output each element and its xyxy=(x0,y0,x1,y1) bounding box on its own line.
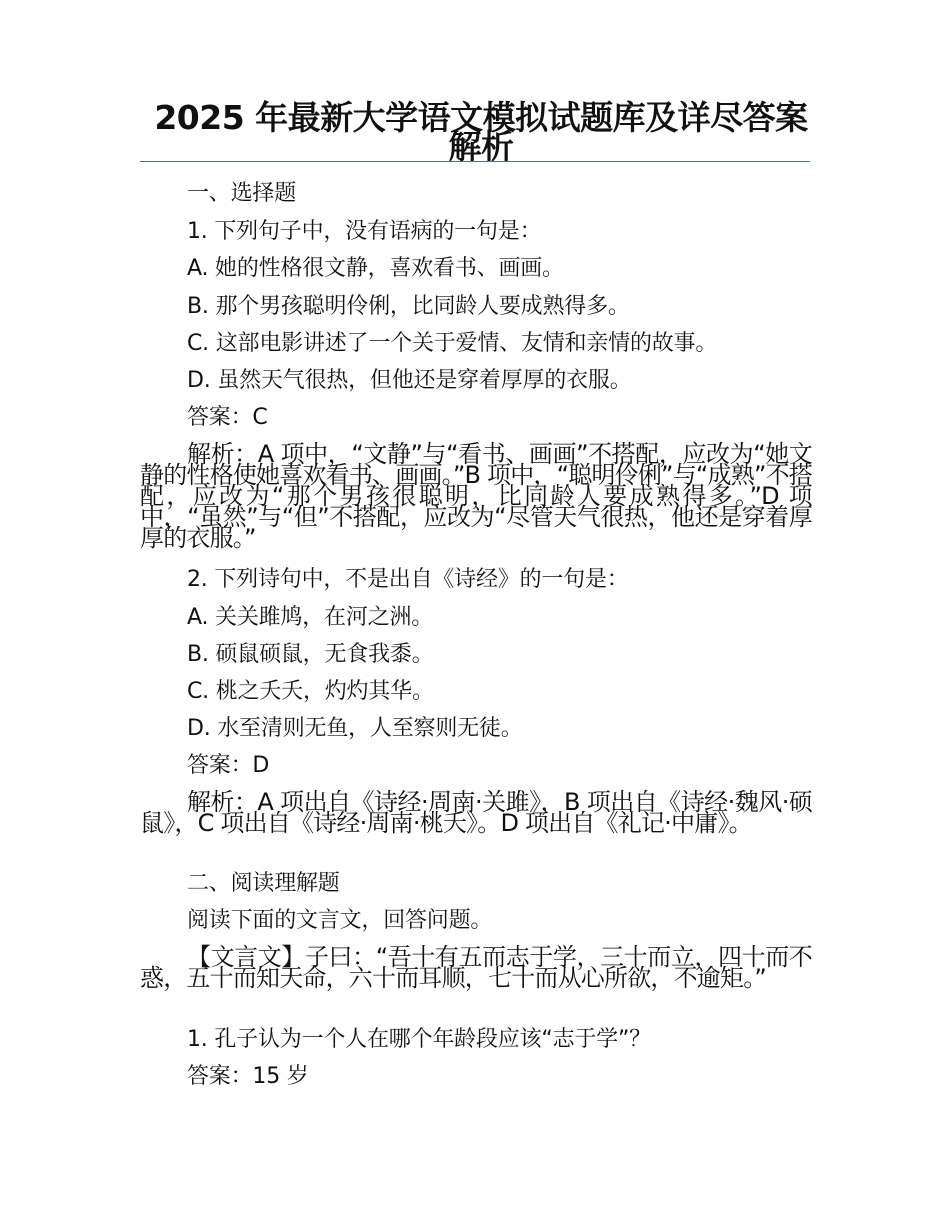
document-title: 2025 年最新大学语文模拟试题库及详尽答案解析 xyxy=(154,98,808,166)
section-heading-reading: 二、阅读理解题 xyxy=(187,871,340,896)
question-2-analysis: 解析：A 项出自《诗经·周南·关雎》，B 项出自《诗经·魏风·硕鼠》，C 项出自《诗经·周南·桃夭》。D 项出自《礼记·中庸》。 xyxy=(140,788,812,837)
question-1-option-b: B. 那个男孩聪明伶俐，比同龄人要成熟得多。 xyxy=(187,294,630,319)
question-1-answer: 答案：C xyxy=(187,405,268,430)
question-2-option-d: D. 水至清则无鱼，人至察则无徒。 xyxy=(187,716,523,741)
question-2-option-c: C. 桃之夭夭，灼灼其华。 xyxy=(187,679,434,704)
question-1-option-d: D. 虽然天气很热，但他还是穿着厚厚的衣服。 xyxy=(187,368,632,393)
question-2-option-a: A. 关关雎鸠，在河之洲。 xyxy=(187,605,434,630)
question-2: 2. 下列诗句中，不是出自《诗经》的一句是： xyxy=(187,567,629,592)
title-divider xyxy=(140,161,810,162)
question-2-option-b: B. 硕鼠硕鼠，无食我黍。 xyxy=(187,642,434,667)
reading-question-1: 1. 孔子认为一个人在哪个年龄段应该“志于学”？ xyxy=(187,1027,651,1052)
question-1-option-a: A. 她的性格很文静，喜欢看书、画画。 xyxy=(187,256,564,281)
question-1: 1. 下列句子中，没有语病的一句是： xyxy=(187,219,542,244)
reading-instruction: 阅读下面的文言文，回答问题。 xyxy=(187,908,493,933)
section-heading-choice: 一、选择题 xyxy=(187,181,297,206)
question-1-option-c: C. 这部电影讲述了一个关于爱情、友情和亲情的故事。 xyxy=(187,331,718,356)
question-1-analysis: 解析：A 项中，“文静”与“看书、画画”不搭配，应改为“她文静的性格使她喜欢看书、画画。”B 项中，“聪明伶俐”与“成熟”不搭配，应改为“那个男孩很聪明，比同龄人要成熟得多。”D 项中，“虽然”与“但”不搭配，应改为“尽管天气很热，他还是穿着厚厚的衣服。” xyxy=(140,440,812,552)
question-2-answer: 答案：D xyxy=(187,753,270,778)
classical-chinese-passage: 【文言文】子曰：“吾十有五而志于学，三十而立，四十而不惑，五十而知天命，六十而耳顺，七十而从心所欲，不逾矩。” xyxy=(140,943,812,992)
reading-question-1-answer: 答案：15 岁 xyxy=(187,1064,309,1089)
